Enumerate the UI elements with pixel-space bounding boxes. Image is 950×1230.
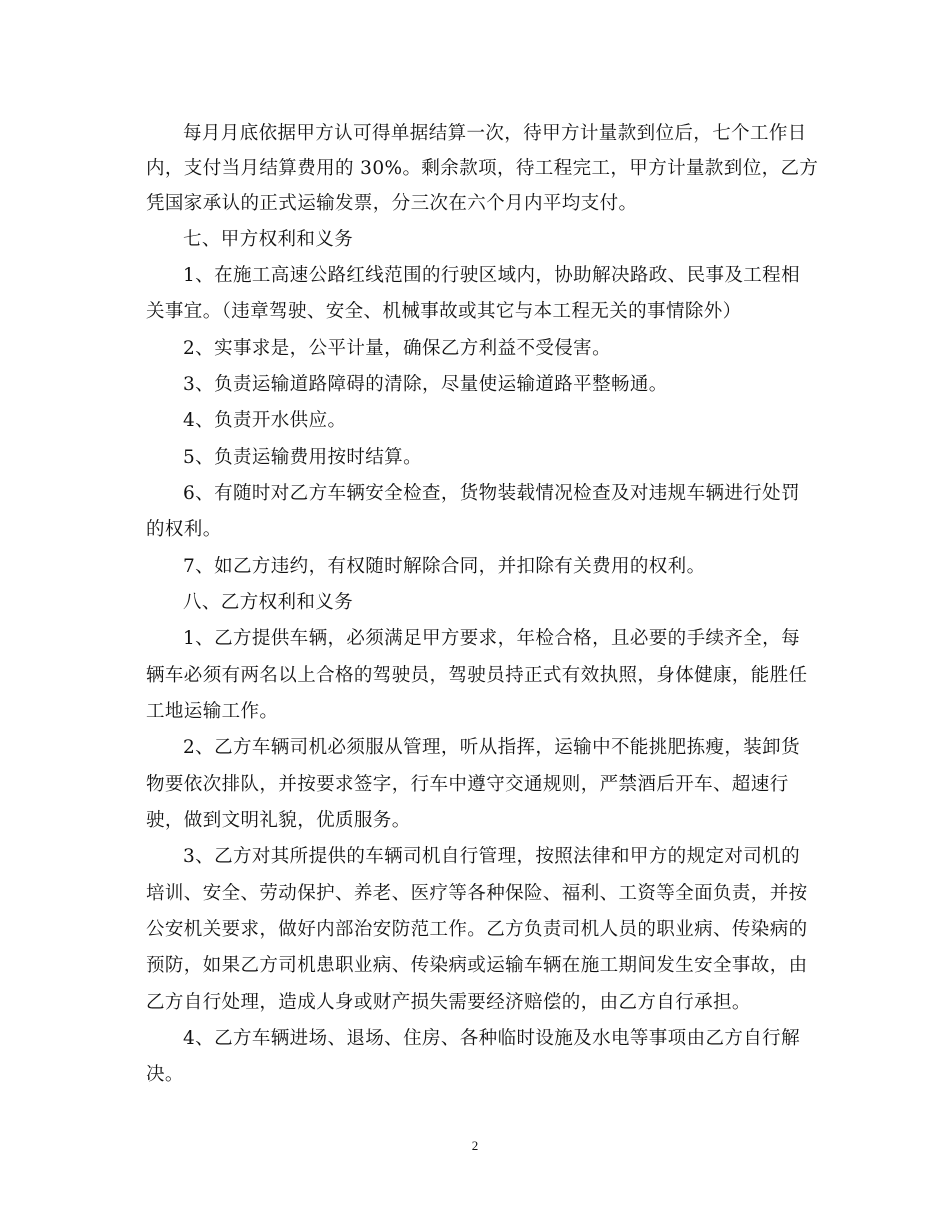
- text-line-7: 2、实事求是，公平计量，确保乙方利益不受侵害。: [183, 338, 611, 359]
- text-line-11: 6、有随时对乙方车辆安全检查，货物装载情况检查及对违规车辆进行处罚: [183, 483, 800, 504]
- text-line-26: 4、乙方车辆进场、退场、住房、各种临时设施及水电等事项由乙方自行解: [183, 1028, 800, 1049]
- text-line-10: 5、负责运输费用按时结算。: [183, 447, 422, 468]
- section-heading-seven: 七、甲方权利和义务: [183, 229, 354, 250]
- text-line-27: 决。: [146, 1064, 184, 1085]
- text-line-20: 驶，做到文明礼貌，优质服务。: [146, 810, 411, 831]
- text-line-24: 预防，如果乙方司机患职业病、传染病或运输车辆在施工期间发生安全事故，由: [146, 955, 808, 976]
- text-line-9: 4、负责开水供应。: [183, 410, 347, 431]
- text-line-13: 7、如乙方违约，有权随时解除合同，并扣除有关费用的权利。: [183, 556, 706, 577]
- text-line-2: 内，支付当月结算费用的 30%。剩余款项，待工程完工，甲方计量款到位，乙方: [146, 158, 819, 179]
- text-line-25: 乙方自行处理，造成人身或财产损失需要经济赔偿的，由乙方自行承担。: [146, 992, 751, 1013]
- text-line-17: 工地运输工作。: [146, 701, 279, 722]
- text-line-18: 2、乙方车辆司机必须服从管理，听从指挥，运输中不能挑肥拣瘦，装卸货: [183, 737, 800, 758]
- text-line-23: 公安机关要求，做好内部治安防范工作。乙方负责司机人员的职业病、传染病的: [146, 919, 808, 940]
- text-line-12: 的权利。: [146, 519, 222, 540]
- text-line-22: 培训、安全、劳动保护、养老、医疗等各种保险、福利、工资等全面负责，并按: [146, 883, 808, 904]
- text-line-21: 3、乙方对其所提供的车辆司机自行管理，按照法律和甲方的规定对司机的: [183, 846, 800, 867]
- text-line-8: 3、负责运输道路障碍的清除，尽量使运输道路平整畅通。: [183, 374, 668, 395]
- text-line-6: 关事宜。（违章驾驶、安全、机械事故或其它与本工程无关的事情除外）: [146, 301, 742, 322]
- text-line-1: 每月月底依据甲方认可得单据结算一次，待甲方计量款到位后，七个工作日: [183, 123, 807, 144]
- text-line-3: 凭国家承认的正式运输发票，分三次在六个月内平均支付。: [146, 193, 638, 214]
- text-line-16: 辆车必须有两名以上合格的驾驶员，驾驶员持正式有效执照，身体健康，能胜任: [146, 665, 808, 686]
- page-number: 2: [471, 1138, 479, 1153]
- text-line-19: 物要依次排队，并按要求签字，行车中遵守交通规则，严禁酒后开车、超速行: [146, 774, 789, 795]
- text-line-15: 1、乙方提供车辆，必须满足甲方要求，年检合格，且必要的手续齐全，每: [183, 628, 800, 649]
- text-line-5: 1、在施工高速公路红线范围的行驶区域内，协助解决路政、民事及工程相: [183, 265, 800, 286]
- section-heading-eight: 八、乙方权利和义务: [183, 592, 354, 613]
